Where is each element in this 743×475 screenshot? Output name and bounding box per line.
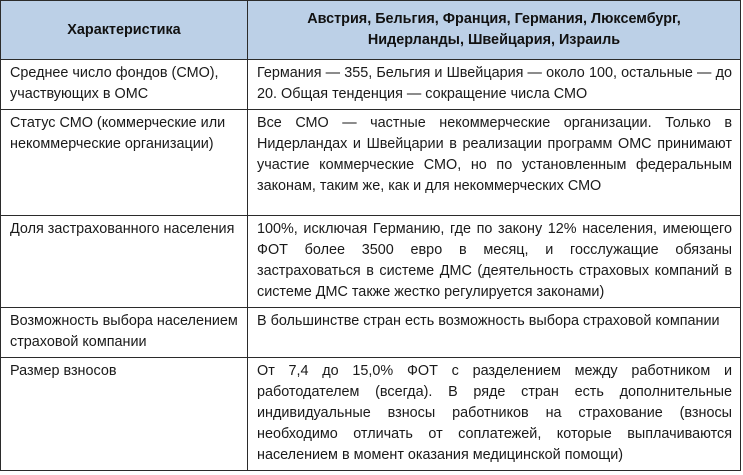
table-row <box>1 60 741 110</box>
value-text: Все СМО — частные некоммерческие организации. Только в Нидерландах и Швейцарии в реализации программ ОМС принимают участие коммерческие СМО, но по установленным федеральным законам, таким же, как и для некоммерческих СМО <box>257 115 732 194</box>
row-characteristic <box>1 358 248 471</box>
header-countries-line2: Нидерланды, Швейцария, Израиль <box>367 32 621 48</box>
header-characteristic-label: Характеристика <box>67 21 181 38</box>
value-text: Германия — 355, Бельгия и Швейцария — около 100, остальные — до 20. Общая тенденция — сокращение числа СМО <box>257 65 732 102</box>
row-characteristic <box>1 216 248 308</box>
table-row <box>1 110 741 216</box>
table-row <box>1 308 741 358</box>
value-text: От 7,4 до 15,0% ФОТ с разделением между работником и работодателем (всегда). В ряде стран есть дополнительные индивидуальные взносы работников на страхование (взносы необходимо отличать от соплатежей, которые выплачиваются населением в момент оказания медицинской помощи) <box>257 363 732 463</box>
row-characteristic <box>1 110 248 216</box>
header-characteristic <box>1 1 248 60</box>
table-row <box>1 216 741 308</box>
table-row <box>1 358 741 471</box>
value-text: 100%, исключая Германию, где по закону 12% населения, имеющего ФОТ более 3500 евро в месяц, и госслужащие обязаны застраховаться в системе ДМС (деятельность страховых компаний в системе ДМС также жестко регулируется законами) <box>257 221 732 300</box>
row-value <box>248 358 741 471</box>
characteristic-text: Возможность выбора населением страховой компании <box>10 313 238 350</box>
characteristic-text: Размер взносов <box>10 363 117 379</box>
row-characteristic <box>1 308 248 358</box>
row-value <box>248 60 741 110</box>
header-countries-line1: Австрия, Бельгия, Франция, Германия, Люксембург, <box>307 11 681 27</box>
row-value <box>248 308 741 358</box>
row-value <box>248 216 741 308</box>
header-countries <box>248 1 741 60</box>
characteristic-text: Среднее число фондов (СМО), участвующих в ОМС <box>10 65 219 102</box>
row-value <box>248 110 741 216</box>
value-text: В большинстве стран есть возможность выбора страховой компании <box>257 313 720 329</box>
header-row <box>1 1 741 60</box>
row-characteristic <box>1 60 248 110</box>
characteristic-text: Статус СМО (коммерческие или некоммерческие организации) <box>10 115 226 152</box>
characteristic-text: Доля застрахованного населения <box>10 221 235 237</box>
